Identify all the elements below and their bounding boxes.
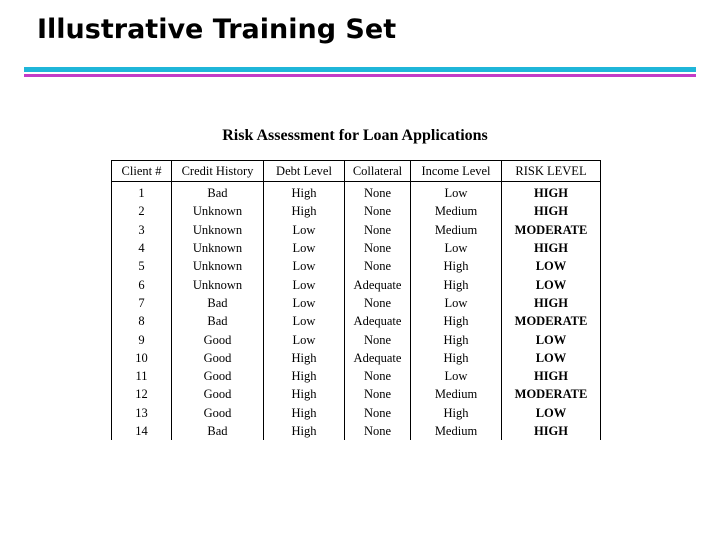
- cell-client: 2: [112, 202, 172, 220]
- table-row: [112, 349, 601, 367]
- cell-collateral: None: [345, 221, 411, 239]
- cell-client: 5: [112, 257, 172, 275]
- header-risk-level: RISK LEVEL: [502, 161, 601, 182]
- table-row: [112, 202, 601, 220]
- cell-credit-history: Good: [172, 349, 264, 367]
- cell-debt-level: Low: [264, 239, 345, 257]
- cell-income-level: High: [411, 257, 502, 275]
- table-row: [112, 330, 601, 348]
- cell-collateral: None: [345, 257, 411, 275]
- cell-credit-history: Unknown: [172, 275, 264, 293]
- title-rule-magenta: [24, 74, 696, 77]
- cell-income-level: Medium: [411, 221, 502, 239]
- cell-debt-level: High: [264, 349, 345, 367]
- cell-debt-level: High: [264, 422, 345, 440]
- table-row: [112, 367, 601, 385]
- slide-title: Illustrative Training Set: [37, 14, 397, 45]
- table-row: [112, 257, 601, 275]
- cell-debt-level: Low: [264, 275, 345, 293]
- cell-client: 10: [112, 349, 172, 367]
- cell-credit-history: Good: [172, 367, 264, 385]
- table-header-row: [112, 161, 601, 182]
- header-credit-history: Credit History: [172, 161, 264, 182]
- table-row: [112, 239, 601, 257]
- cell-collateral: None: [345, 239, 411, 257]
- cell-collateral: None: [345, 182, 411, 203]
- cell-collateral: None: [345, 404, 411, 422]
- cell-credit-history: Unknown: [172, 257, 264, 275]
- cell-credit-history: Unknown: [172, 239, 264, 257]
- table-row: [112, 182, 601, 203]
- cell-client: 11: [112, 367, 172, 385]
- cell-debt-level: Low: [264, 257, 345, 275]
- cell-debt-level: Low: [264, 330, 345, 348]
- cell-risk-level: LOW: [502, 349, 601, 367]
- cell-risk-level: HIGH: [502, 239, 601, 257]
- cell-debt-level: High: [264, 367, 345, 385]
- cell-risk-level: LOW: [502, 404, 601, 422]
- cell-client: 8: [112, 312, 172, 330]
- cell-debt-level: High: [264, 182, 345, 203]
- cell-risk-level: LOW: [502, 257, 601, 275]
- cell-risk-level: HIGH: [502, 367, 601, 385]
- cell-credit-history: Bad: [172, 294, 264, 312]
- cell-credit-history: Unknown: [172, 221, 264, 239]
- cell-credit-history: Good: [172, 330, 264, 348]
- table-title: Risk Assessment for Loan Applications: [222, 127, 488, 144]
- cell-credit-history: Good: [172, 404, 264, 422]
- cell-risk-level: HIGH: [502, 182, 601, 203]
- cell-collateral: None: [345, 294, 411, 312]
- cell-client: 7: [112, 294, 172, 312]
- cell-income-level: High: [411, 312, 502, 330]
- cell-debt-level: Low: [264, 294, 345, 312]
- cell-income-level: Low: [411, 239, 502, 257]
- risk-assessment-table: [111, 160, 601, 440]
- table-row: [112, 275, 601, 293]
- cell-client: 13: [112, 404, 172, 422]
- cell-client: 1: [112, 182, 172, 203]
- cell-credit-history: Good: [172, 385, 264, 403]
- header-debt-level: Debt Level: [264, 161, 345, 182]
- title-rule-cyan: [24, 67, 696, 72]
- cell-collateral: None: [345, 385, 411, 403]
- cell-income-level: Low: [411, 367, 502, 385]
- header-income-level: Income Level: [411, 161, 502, 182]
- header-collateral: Collateral: [345, 161, 411, 182]
- table-row: [112, 422, 601, 440]
- cell-income-level: High: [411, 275, 502, 293]
- cell-debt-level: High: [264, 404, 345, 422]
- cell-collateral: None: [345, 367, 411, 385]
- cell-income-level: Medium: [411, 422, 502, 440]
- table-row: [112, 404, 601, 422]
- cell-risk-level: MODERATE: [502, 385, 601, 403]
- cell-risk-level: MODERATE: [502, 221, 601, 239]
- cell-income-level: High: [411, 330, 502, 348]
- cell-risk-level: MODERATE: [502, 312, 601, 330]
- cell-risk-level: HIGH: [502, 202, 601, 220]
- cell-debt-level: High: [264, 202, 345, 220]
- cell-collateral: None: [345, 330, 411, 348]
- cell-credit-history: Bad: [172, 182, 264, 203]
- cell-income-level: High: [411, 349, 502, 367]
- cell-income-level: Medium: [411, 385, 502, 403]
- cell-client: 6: [112, 275, 172, 293]
- table-row: [112, 312, 601, 330]
- table-row: [112, 221, 601, 239]
- cell-credit-history: Bad: [172, 312, 264, 330]
- cell-collateral: None: [345, 422, 411, 440]
- cell-debt-level: Low: [264, 221, 345, 239]
- cell-client: 12: [112, 385, 172, 403]
- cell-income-level: Medium: [411, 202, 502, 220]
- header-client: Client #: [112, 161, 172, 182]
- cell-risk-level: HIGH: [502, 422, 601, 440]
- cell-credit-history: Unknown: [172, 202, 264, 220]
- cell-income-level: High: [411, 404, 502, 422]
- cell-client: 4: [112, 239, 172, 257]
- cell-client: 14: [112, 422, 172, 440]
- cell-collateral: Adequate: [345, 275, 411, 293]
- cell-income-level: Low: [411, 294, 502, 312]
- cell-debt-level: Low: [264, 312, 345, 330]
- table-row: [112, 385, 601, 403]
- cell-risk-level: LOW: [502, 275, 601, 293]
- cell-income-level: Low: [411, 182, 502, 203]
- cell-collateral: None: [345, 202, 411, 220]
- table-row: [112, 294, 601, 312]
- cell-client: 9: [112, 330, 172, 348]
- cell-collateral: Adequate: [345, 312, 411, 330]
- cell-risk-level: LOW: [502, 330, 601, 348]
- cell-risk-level: HIGH: [502, 294, 601, 312]
- cell-credit-history: Bad: [172, 422, 264, 440]
- cell-debt-level: High: [264, 385, 345, 403]
- cell-collateral: Adequate: [345, 349, 411, 367]
- cell-client: 3: [112, 221, 172, 239]
